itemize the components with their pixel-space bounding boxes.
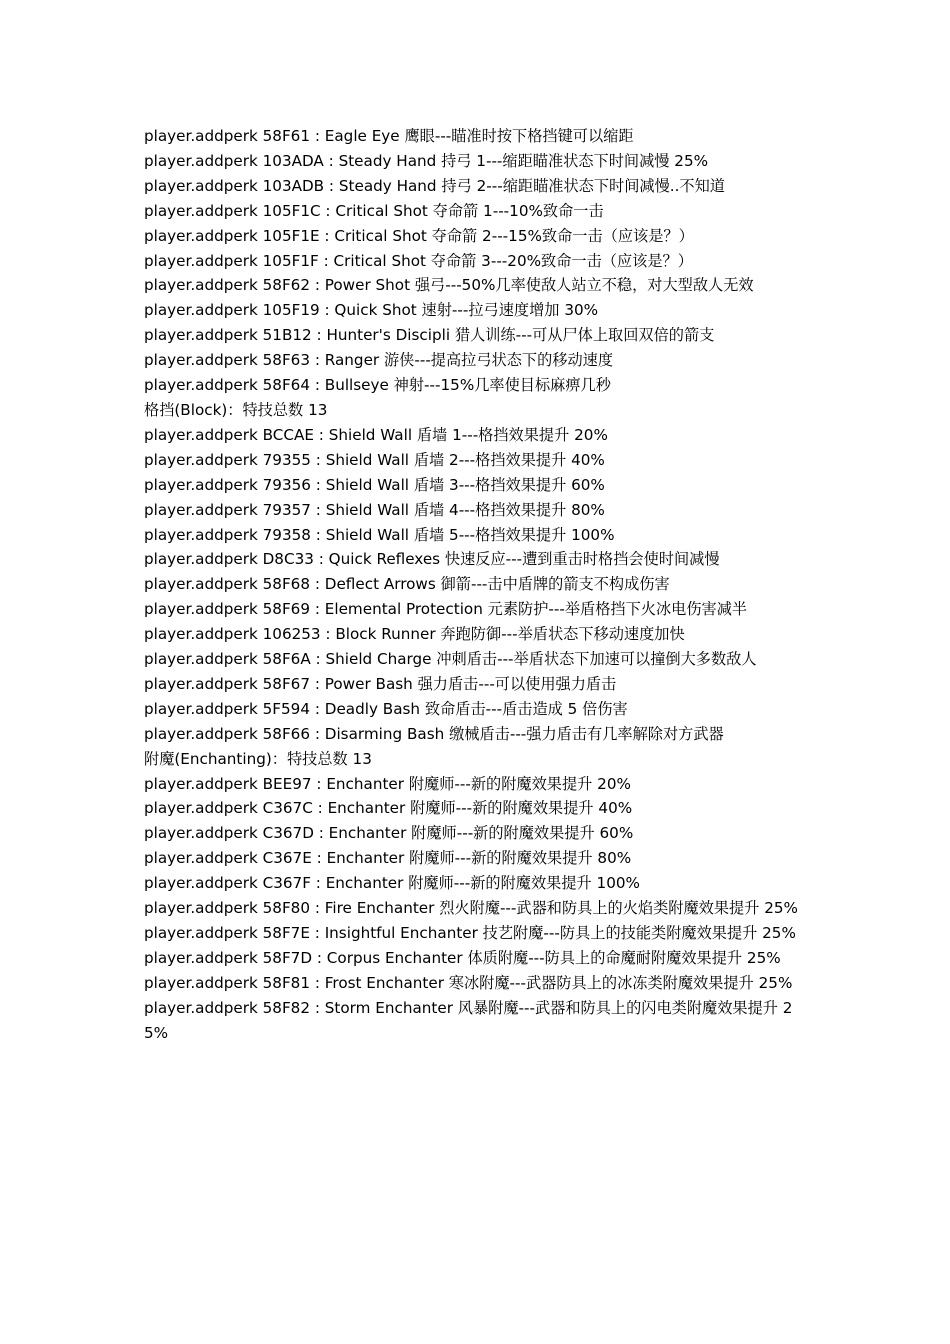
- text-line: player.addperk 58F7D : Corpus Enchanter 体质附魔---防具上的命魔耐附魔效果提升 25%: [144, 948, 781, 967]
- text-line: player.addperk 58F68 : Deflect Arrows 御箭---击中盾牌的箭支不构成伤害: [144, 575, 670, 594]
- text-line: player.addperk 58F67 : Power Bash 强力盾击---可以使用强力盾击: [144, 674, 617, 693]
- text-line: player.addperk 58F80 : Fire Enchanter 烈火附魔---武器和防具上的火焰类附魔效果提升 25%: [144, 899, 798, 918]
- text-line: player.addperk 106253 : Block Runner 奔跑防御---举盾状态下移动速度加快: [144, 625, 685, 644]
- text-line: player.addperk 105F19 : Quick Shot 速射---拉弓速度增加 30%: [144, 301, 599, 320]
- text-line: player.addperk C367D : Enchanter 附魔师---新的附魔效果提升 60%: [144, 824, 634, 843]
- text-line: player.addperk 58F61 : Eagle Eye 鹰眼---瞄准时按下格挡键可以缩距: [144, 127, 634, 145]
- text-line: player.addperk 58F69 : Elemental Protection 元素防护---举盾格挡下火冰电伤害减半: [144, 600, 748, 619]
- text-line: player.addperk 58F62 : Power Shot 强弓---50%几率使敌人站立不稳，对大型敌人无效: [144, 276, 754, 295]
- section-heading: 格挡(Block)：特技总数 13: [144, 400, 328, 419]
- text-line: player.addperk BCCAE : Shield Wall 盾墙 1---格挡效果提升 20%: [144, 425, 608, 444]
- text-line: player.addperk 58F63 : Ranger 游侠---提高拉弓状态下的移动速度: [144, 351, 614, 370]
- text-line: player.addperk 105F1E : Critical Shot 夺命箭 2---15%致命一击（应该是？）: [144, 226, 694, 245]
- text-line: player.addperk 79358 : Shield Wall 盾墙 5---格挡效果提升 100%: [144, 525, 615, 544]
- text-line: player.addperk BEE97 : Enchanter 附魔师---新的附魔效果提升 20%: [144, 774, 631, 793]
- text-line: player.addperk C367F : Enchanter 附魔师---新的附魔效果提升 100%: [144, 874, 640, 893]
- section-heading: 附魔(Enchanting)：特技总数 13: [144, 749, 372, 768]
- text-line: player.addperk 79357 : Shield Wall 盾墙 4---格挡效果提升 80%: [144, 500, 605, 519]
- text-line: player.addperk 58F64 : Bullseye 神射---15%几率使目标麻痹几秒: [144, 376, 611, 395]
- document-page: [144, 124, 814, 1046]
- text-line: player.addperk 103ADB : Steady Hand 持弓 2---缩距瞄准状态下时间减慢..不知道: [144, 176, 725, 195]
- text-line: player.addperk 58F6A : Shield Charge 冲刺盾击---举盾状态下加速可以撞倒大多数敌人: [144, 650, 757, 669]
- text-line: player.addperk C367C : Enchanter 附魔师---新的附魔效果提升 40%: [144, 799, 633, 818]
- text-line: player.addperk 79355 : Shield Wall 盾墙 2---格挡效果提升 40%: [144, 450, 605, 469]
- text-line: player.addperk 103ADA : Steady Hand 持弓 1---缩距瞄准状态下时间减慢 25%: [144, 151, 709, 170]
- text-line: player.addperk 51B12 : Hunter's Discipli 猎人训练---可从尸体上取回双倍的箭支: [144, 326, 715, 345]
- text-line: player.addperk 58F66 : Disarming Bash 缴械盾击---强力盾击有几率解除对方武器: [144, 724, 724, 743]
- text-line: player.addperk 79356 : Shield Wall 盾墙 3---格挡效果提升 60%: [144, 475, 605, 494]
- text-line: player.addperk 105F1F : Critical Shot 夺命箭 3---20%致命一击（应该是？）: [144, 251, 693, 270]
- text-line: player.addperk 58F7E : Insightful Enchanter 技艺附魔---防具上的技能类附魔效果提升 25%: [144, 924, 796, 942]
- text-line: player.addperk D8C33 : Quick Reflexes 快速反应---遭到重击时格挡会使时间减慢: [144, 550, 720, 569]
- text-line: player.addperk 58F82 : Storm Enchanter 风暴附魔---武器和防具上的闪电类附魔效果提升 25%: [144, 998, 793, 1042]
- text-line: player.addperk 105F1C : Critical Shot 夺命箭 1---10%致命一击: [144, 201, 604, 220]
- text-line: player.addperk C367E : Enchanter 附魔师---新的附魔效果提升 80%: [144, 849, 632, 868]
- text-line: player.addperk 58F81 : Frost Enchanter 寒冰附魔---武器防具上的冰冻类附魔效果提升 25%: [144, 973, 793, 992]
- text-line: player.addperk 5F594 : Deadly Bash 致命盾击---盾击造成 5 倍伤害: [144, 699, 628, 718]
